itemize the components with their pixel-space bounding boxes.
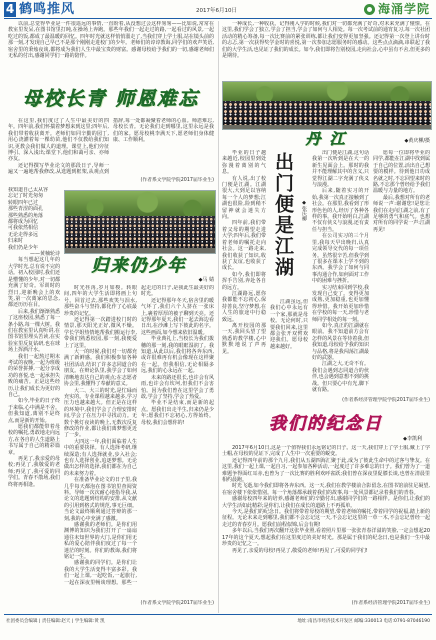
paragraph: 未来的路还很长,也许会有风雨,也许会有坎坷,但我们不会害怕。因为我们曾在这里学会了勇敢,学会了坚持,学会了热爱。 (141, 374, 214, 400)
paragraph: 转眼四年已过 (8, 199, 39, 206)
paragraph: 四年前,我们带着父母的期望走进大学;四年后,我们带着老师的嘱托走向社会。这一路走来,我们收获了知识,收获了友谊,也收获了成长。 (222, 220, 266, 272)
paragraph: 离开校园的那一天,我回头望了望熟悉的教学楼,心中默默地说了声再见。 (222, 322, 266, 355)
youth-article-body (64, 285, 214, 598)
article-author: ◆张庆柳 (301, 200, 307, 221)
paragraph: 还记得四年前的那个九月,我们从五湖四海汇聚于此,成为了彼此生命中的过客与挚友。在这里,我们一起上课,一起自习,一起参加各种活动,一起度过了许多难忘的日子。我们曾为了一道难题争得面红耳赤,也曾为了一次比赛的胜利欢呼雀跃;我们曾在深夜里促膝长谈,也曾在清晨里相约晨跑。 (222, 457, 430, 484)
section-title: 鹤鸣推风 (19, 2, 76, 17)
paragraph: 感谢我的老师们。是你们用渊博的知识为我们打开了一扇扇通往未知世界的大门,是你们用无私的爱心陪伴我们度过了每一个迷茫的时刻。你们的教诲,我们将铭记一生。 (64, 522, 137, 561)
paragraph: 一种成长,一种收获。记得刚入学的时候,我们对一切都充满了好奇,对未来充满了憧憬。在这里,我们学会了独立,学会了担当,学会了如何与人相处。每一次考试前的通宵复习,每一次社团活动的精心筹备,每一次比赛前的紧张训练,都让我们变得更加坚强。还记得第一次登上讲台时的忐忑,第一次获得奖学金时的喜悦,第一次参加志愿服务时的感动。这些点点滴滴,串联起了我们的大学生活,也见证了我们的成长。如今,我们即将告别校园,走向社会,心中虽有不舍,但更多的是期待。 (222, 21, 430, 60)
paragraph: 大一的时候,我们对一切都充满了新鲜感。我们积极参加各种社团活动,结识了许多志同道合的朋友。在辩论队里,我学会了如何清晰地表达自己的观点;在志愿者协会里,我懂得了奉献的意义。 (64, 349, 137, 388)
paragraph: 毕业的日子越来越近,校园里到处弥漫着离别的气息。 (222, 150, 266, 176)
poem-attribution: ——黄楠轮诗 (29, 251, 60, 258)
photo-background (65, 191, 215, 219)
paragraph: 再见了,我亲爱的母校;再见了,我敬爱的老师;再见了,我可爱的同学们。青春不散场,我们终将再相逢。 (8, 456, 60, 488)
paragraph: 大二、大三的时光,是忙碌而充实的。专业课程越来越多,学习压力也越来越大。但正是在这样的环境中,我们学会了合理安排时间,学会了在压力中寻找动力。无数个挑灯夜读的晚上,无数次反复修改的作业,都让我们离梦想更近了一步。 (64, 387, 137, 439)
paragraph: 在这里,我们度过了人生中最美好的四年。四年前,我们怀揣着梦想来到这里;四年后,我们带着收获离开。老师们如同辛勤的园丁,用心浇灌着每一棵幼苗,他们不仅教给我们知识,更教会我们做人的道理。课堂上,他们旁征博引、深入浅出;课堂下,他们和蔼可亲、亦师亦友。 (8, 118, 109, 163)
article-author: ◆李凯利 (403, 436, 422, 442)
article-title: 归来仍少年 (91, 256, 187, 276)
poem-verse (8, 187, 60, 251)
paragraph: 如今,真正的江湖就在眼前。我不知道前方会有怎样的风景在等待着我,但我知道,母校给予我的知识与品格,将是我闯荡江湖最好的武器。 (312, 322, 369, 361)
jianghu-left-column (222, 150, 266, 395)
article-author: ◆马 婧 (198, 277, 214, 283)
jianghu-right-columns (312, 150, 430, 395)
masthead-title: 海涌学院 (377, 2, 430, 16)
issue-date: 2017年6月10日 (196, 8, 237, 14)
paragraph: 后来,我们渐渐熟悉了这座校园,熟悉了每一条小路,每一棵大树。我们在教室里认真听讲,在图书馆里埋头苦读,在实验室里反复钻研,也在球场上挥洒汗水。 (8, 308, 60, 354)
top-right-article (222, 21, 430, 79)
paragraph: 毕业不是结束,而是新的起点。愿我们出走半生,归来仍是少年;愿我们不忘初心,方得始终。母校,我们会想你的! (141, 400, 214, 426)
paragraph: 时光飞逝,如今我们即将各奔东西。这一天,我们在教学楼前合影留念,在图书馆前驻足凝望,在宿舍楼下依依惜别。每一个角落都承载着我们的故事,每一处风景都记录着我们的青春。 (222, 483, 430, 496)
graduation-photo (222, 81, 432, 130)
paragraph: 归来时 (8, 238, 24, 245)
paragraph: 江湖之大,无奇不有。我们会遇到志同道合的伙伴,也会遇到意想不到的挑战。但只要心中有光,脚下就有路。 (312, 361, 369, 394)
article-byline: (作者系经济管理学院学院2017届毕业生) (342, 398, 430, 403)
paragraph: 大四这一年,我们面临着人生中的重要抉择。有人选择考研,继续深造;有人选择就业,步入社会;也有人选择创业,追逐梦想。无论做出怎样的选择,我们都在为自己的未来努力着。 (64, 438, 137, 477)
paragraph: 愿每一位即将毕业的同学,都能在江湖中找到属于自己的位置,活出自己想要的模样。待到他日功成名就之时,不忘回望来时的路,不忘那个曾经给予我们温暖与力量的地方。 (373, 150, 430, 195)
alma-mater-article-body (8, 118, 214, 176)
anniversary-article-body (222, 445, 430, 598)
header-rule (4, 18, 432, 19)
paragraph: 感谢母校四年来的培养,感谢老师们的辛勤付出,感谢同学们的一路相伴。是你们,让我们的大学生活如此精彩;是你们,让我们在成长的道路上不再孤单。 (222, 496, 430, 509)
poem-column (8, 187, 60, 612)
paragraph: 还记得那年冬天,宿舍里的暖气坏了,我们六个人挤在一张床上,裹着厚厚的被子聊到天亮。还记得那年夏天,我们一起去海边看日出,在沙滩上写下彼此的名字。这些画面,如今想来依旧温暖。 (141, 297, 214, 336)
article-byline: (作者系文学院学院2017届毕业生) (140, 601, 214, 606)
paragraph: 在准备毕业论文的日子里,我几乎每天都泡在图书馆里查阅资料。导师一次次耐心地指导我,从论文的选题到结构的安排,从文献的引用到格式的规范,事无巨细。当论文最终顺利通过答辩的那一刻,我的心中充满了感激。 (64, 477, 137, 522)
poem-prose (8, 257, 60, 488)
school-logo-icon (364, 4, 375, 15)
paragraph: 在公司实习的三个月里,我每天早出晚归,认真完成领导交代的每一项任务。虽然很辛苦,但我学到了很多在课本上学不到的东西。我学会了如何与同事沟通合作,如何面对工作中的困难与挫折。 (312, 233, 369, 285)
class-group-photo (64, 190, 216, 254)
paragraph: 每当想起这几年的大学时光,总有说不完的话。初入校园时,我们还是懵懂的少年,对一切都充满了好奇。军训时的烈日,迎新晚会上的欢笑,第一次离家的思念,都还历历在目。 (8, 257, 60, 309)
paragraph: 最后,我想对所有的老师说一声:谢谢您!是您让我们在走向江湖之前,有了足够的勇气和底气。也想对所有的同学说一声:江湖再见! (373, 194, 430, 233)
paragraph: 还记得第一次踏进校门时的情景,那天阳光正好,微风不燥。学长学姐热情地帮我们搬运行李,带我们熟悉校园,那一刻,我便爱上了这里。 (64, 317, 137, 349)
paragraph: 今天,是我们的纪念日。我们将带着母校的期望,带着老师的嘱托,带着同学的祝福,踏上新的征程。无论未来走到哪里,我们都不会忘记这一天,不会忘记这里的一草一木,不会忘记曾经一起走过的青春岁月。愿我们前程似锦,后会有期! (222, 509, 430, 528)
page-number: 4 (5, 2, 15, 16)
article-title: 母校长青 师恩难忘 (22, 88, 200, 110)
photo-feature-title: 丹 江 (305, 130, 347, 148)
paragraph: 我们一起熬过期末考试的夜晚,一起为班级的荣誉拼搏,一起分享成功的喜悦,也一起承担失败的痛苦。正是这些经历,让我们成长为更好的自己。 (8, 353, 60, 398)
top-left-article (8, 21, 214, 79)
article-title: 我们的纪念日 (269, 414, 383, 434)
paragraph: 江湖路远,愿你我都能不忘初心,保持善良,坚守梦想,在人生的旅途中行稳致远。 (222, 290, 266, 323)
paragraph: 愿我们都能带着母校的嘱托,勇敢地走向远方,在各自的人生道路上书写属于自己的精彩篇章。 (8, 424, 60, 456)
paragraph: 还记得撰写毕业论文的那段日子,导师一遍又一遍地帮我修改,从选题到框架,从观点到措辞,每一处都凝聚着老师的心血。师恩难忘,母校长青。无论我们走到哪里,这里永远是我们的家。愿母校桃李满天下,愿老师们身体健康、工作顺利。 (8, 118, 214, 176)
masthead (346, 2, 430, 17)
paragraph: 那些青涩的面孔 (8, 206, 44, 213)
paragraph: 实习结束回到学校,我发现自己变了。变得更加成熟,更加稳重,也更加懂得珍惜。我开始更加珍惜在学校的每一天,珍惜与老师同学相处的每一刻。 (312, 284, 369, 323)
paragraph: 感谢我的同学们。是你们让我的大学生活变得丰富多彩。我们一起上课,一起吃饭,一起旅行,一起在深夜里畅谈理想。那些一起走过的日子,是我此生最美好的时光。 (64, 285, 214, 586)
article-byline: (作者系经济管理学院2017届毕业生) (351, 601, 430, 606)
paragraph: 有人说,出了校门便是江湖。江湖很大,大到足以容纳每一个人的梦想;江湖也很险,险到稍不留神就会迷失方向。 (222, 175, 266, 221)
photo-ground (65, 248, 215, 253)
paragraph: 以前,总觉得毕业是一件很遥远的事情,一直盼着,从没想过会这样匆匆——比如说,常常在教室里发呆,在图书馆里打盹,在操场上奔跑。那些年我们一起走过的路,一起看过的风景,一起吃过的饭,都成了最温暖的回忆。四年时光就这样悄悄溜走了,当我们穿上学士服,站在镜头前的那一刻,才发现自己早已不是那个刚刚走进校门的少年。老师们的谆谆教诲,同学们的欢声笑语,宿舍里的秉烛夜谈,都将成为我们人生中最宝贵的财富。感谢母校给予我们的一切,感谢老师们无私的付出,感谢同学们一路的陪伴。 (8, 21, 214, 60)
paragraph: 多年以后,当我们再次翻开这张毕业照,看着照片里那一张张青春洋溢的笑脸,一定会想起2017年的这个夏天,想起我们在这里度过的美好时光。那是属于我们的纪念日,也是我们一生中最珍贵的记忆之一。 (222, 528, 430, 548)
paragraph: 忘记了时光匆匆 (8, 193, 44, 200)
footer-contact: 地址:南昌市经济技术开发区 邮编:330013 电话:0791-87046190 (297, 619, 430, 624)
paragraph: 无论走得多远 (8, 231, 39, 238)
paragraph: 都将成为回忆 (8, 219, 39, 226)
paragraph: 可我依然相信 (8, 225, 39, 232)
paragraph: 再见了,亲爱的母校!再见了,敬爱的老师!再见了,可爱的同学们! (232, 547, 368, 554)
paragraph: 2017年6月10日,这是一个值得我们永远铭记的日子。这一天,我们穿上了学士服,戴上了学士帽,在母校的见证下,完成了人生中一次重要的蜕变。 (222, 445, 430, 458)
article-title: 出门便是江湖 (272, 152, 294, 278)
column-divider (218, 21, 219, 613)
paragraph: 那些熟悉的角落 (8, 212, 44, 219)
footer-editors: 社团委员会编辑 | 责任编辑:赵天 | 学生编辑:黄 凯 (6, 619, 105, 624)
article-byline: (作者系文学院学院2017届毕业生) (140, 178, 214, 183)
footer-rule (4, 614, 432, 615)
photo-credit: ◆黄庆柳/摄 (404, 138, 430, 144)
paragraph: 我知道自己太从容 (8, 187, 49, 193)
paragraph: 江湖虽远,但我们心中永远有一个家,那就是母校。无论何时,只要我们回来,这里都会张开双臂欢迎我们。愿母校越来越好。 (270, 299, 308, 350)
jianghu-middle-column (270, 299, 308, 395)
paragraph: 出门便是江湖,这句话我第一次听到是在大一的新生见面会上。那时的我并不能理解其中的含义,只觉得江湖二字充满了侠义与浪漫。 (312, 150, 369, 189)
paragraph: 毕业典礼上,当校长为我们拨穗的那一刻,我的眼眶湿润了。我知道,从此以后,我们将各奔东西,或许很难再有机会像现在这样聚在一起。但我相信,无论相隔多远,我们的心永远在一起。 (141, 336, 214, 375)
paragraph: 后来,随着实习的开始,我第一次真正接触到了社会。在那里,我看到了形形色色的人,经历了各种各样的事。我开始明白,江湖不仅有侠义与浪漫,还有责任与担当。 (312, 188, 369, 233)
paragraph: 我们仍是少年 (8, 244, 39, 251)
paragraph: 时光荏苒,岁月如梭。转眼间,四年的大学生活即将画上句号。回首过去,那些欢笑与泪水,那些奋斗与坚持,都化作了心底最珍贵的记忆。 (64, 285, 137, 317)
photo-ground (223, 125, 431, 129)
paragraph: 如今,我们即将挥手告别,奔赴各自的远方。 (222, 271, 266, 291)
paragraph: 如今,毕业的日子终于来临,心中满是不舍。但我知道,离别不是终点,而是新的开始。 (8, 398, 60, 424)
